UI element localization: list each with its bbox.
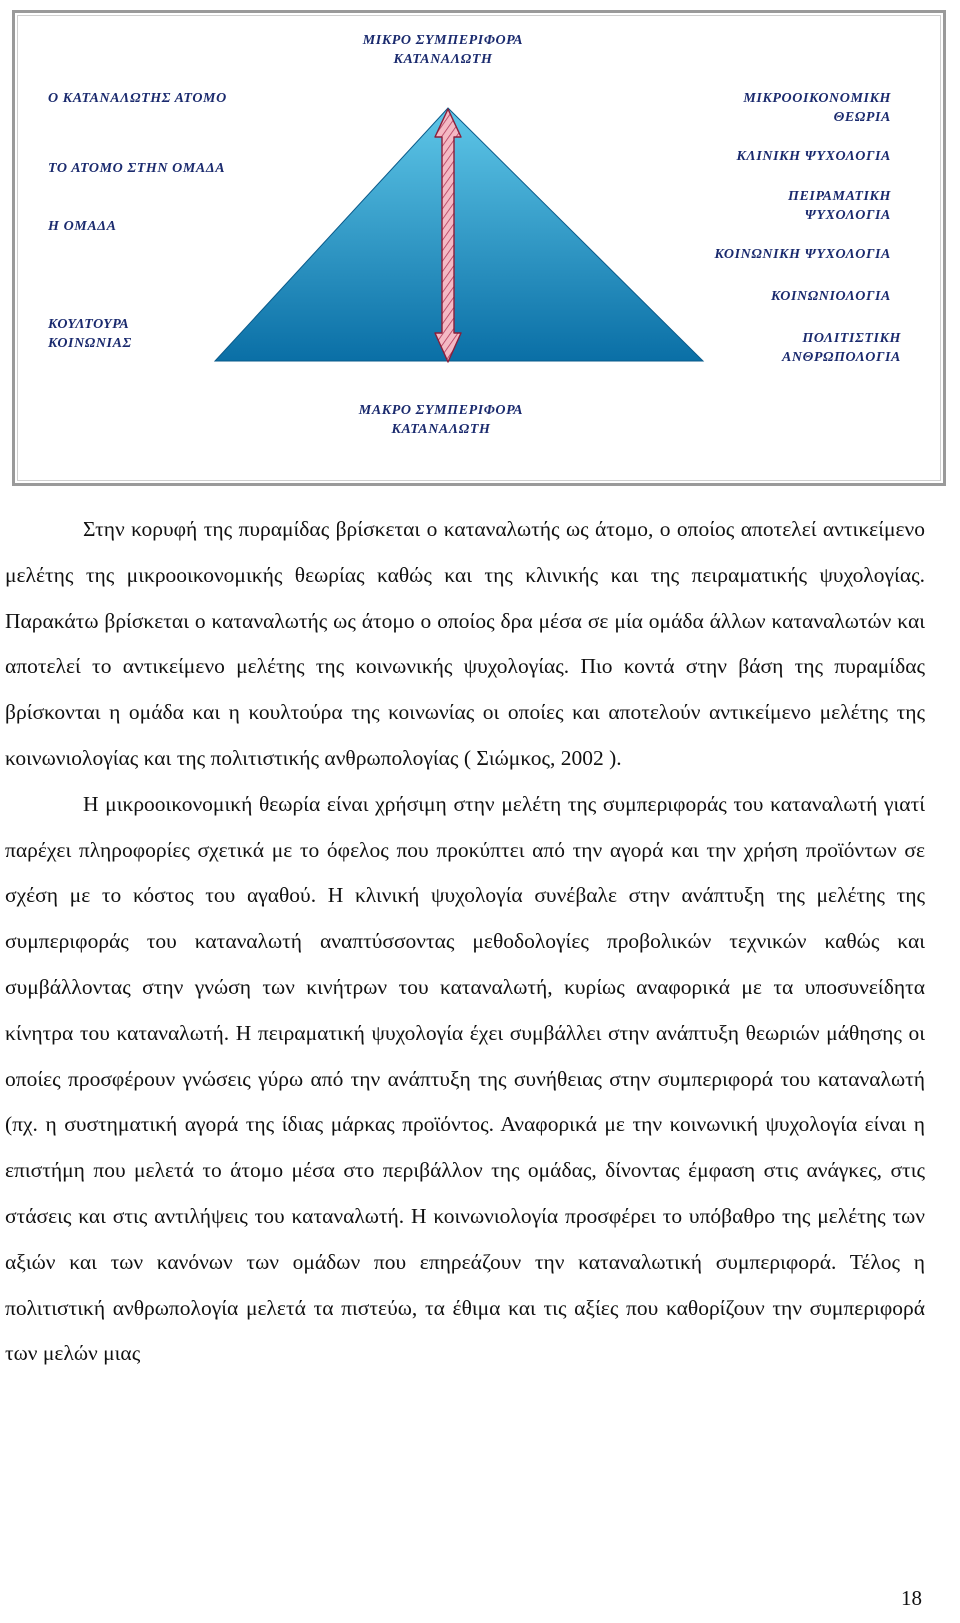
document-body bbox=[5, 507, 925, 1377]
label-micro-behavior bbox=[333, 31, 553, 69]
label-left-culture-society bbox=[48, 315, 132, 353]
pyramid-figure bbox=[12, 10, 946, 486]
label-left-consumer-individual bbox=[48, 89, 227, 108]
label-right-microeconomics bbox=[743, 89, 891, 127]
label-left-culture-society-text: ΚΟΥΛΤΟΥΡΑ ΚΟΙΝΩΝΙΑΣ bbox=[48, 317, 132, 351]
label-macro-behavior-text: ΜΑΚΡΟ ΣΥΜΠΕΡΙΦΟΡΑ ΚΑΤΑΝΑΛΩΤΗ bbox=[358, 403, 524, 437]
label-right-cultural-anthropology-text: ΠΟΛΙΤΙΣΤΙΚΗ ΑΝΘΡΩΠΟΛΟΓΙΑ bbox=[781, 331, 901, 365]
label-right-microeconomics-text: ΜΙΚΡΟΟΙΚΟΝΟΜΙΚΗ ΘΕΩΡΙΑ bbox=[743, 91, 891, 125]
pyramid-shape bbox=[215, 108, 703, 361]
label-left-group-text: Η ΟΜΑΔΑ bbox=[48, 219, 117, 234]
label-right-clinical-psychology-text: ΚΛΙΝΙΚΗ ΨΥΧΟΛΟΓΙΑ bbox=[736, 149, 891, 164]
page-number: 18 bbox=[901, 1586, 922, 1610]
label-right-sociology-text: ΚΟΙΝΩΝΙΟΛΟΓΙΑ bbox=[770, 289, 891, 304]
label-left-individual-in-group-text: ΤΟ ΑΤΟΜΟ ΣΤΗΝ ΟΜΑΔΑ bbox=[48, 161, 226, 176]
label-left-consumer-individual-text: Ο ΚΑΤΑΝΑΛΩΤΗΣ ΑΤΟΜΟ bbox=[48, 91, 227, 106]
label-right-cultural-anthropology bbox=[782, 329, 901, 367]
label-macro-behavior bbox=[331, 401, 551, 439]
label-left-individual-in-group bbox=[48, 159, 225, 178]
label-micro-behavior-text: ΜΙΚΡΟ ΣΥΜΠΕΡΙΦΟΡΑ ΚΑΤΑΝΑΛΩΤΗ bbox=[362, 33, 524, 67]
label-right-sociology bbox=[771, 287, 891, 306]
paragraph-2: Η μικροοικονομική θεωρία είναι χρήσιμη στην μελέτη της συμπεριφοράς του καταναλωτή γιατί παρέχει πληροφορίες σχετικά με το όφελος που προκύπτει από την αγορά και την χρήση προϊόντων σε σχέση με το κόστος του αγαθού. Η κλινική ψυχολογία συνέβαλε στην ανάπτυξη της μελέτης της συμπεριφοράς του καταναλωτή αναπτύσσοντας μεθοδολογίες προβολικών τεχνικών καθώς και συμβάλλοντας στην γνώση των κινήτρων του καταναλωτή, κυρίως αναφορικά με τα υποσυνείδητα κίνητρα του καταναλωτή. Η πειραματική ψυχολογία έχει συμβάλλει στην ανάπτυξη θεωριών μάθησης οι οποίες προσφέρουν γνώσεις γύρω από την ανάπτυξη της συνήθειας στην συμπεριφορά του καταναλωτή (πχ. η συστηματική αγορά της ίδιας μάρκας προϊόντος. Αναφορικά με την κοινωνική ψυχολογία είναι η επιστήμη που μελετά το άτομο μέσα στο περιβάλλον της ομάδας, δίνοντας έμφαση στις ανάγκες, στις στάσεις και στις αντιλήψεις του καταναλωτή. Η κοινωνιολογία προσφέρει το υπόβαθρο της μελέτης των αξιών και των κανόνων των ομάδων που επηρεάζουν την καταναλωτική συμπεριφορά. Τέλος η πολιτιστική ανθρωπολογία μελετά τα πιστεύω, τα έθιμα και τις αξίες που καθορίζουν την συμπεριφορά των μελών μιας bbox=[5, 791, 925, 1366]
paragraph-1: Στην κορυφή της πυραμίδας βρίσκεται ο καταναλωτής ως άτομο, ο οποίος αποτελεί αντικείμενο μελέτης της μικροοικονομικής θεωρίας καθώς και της κλινικής και της πειραματικής ψυχολογίας. Παρακάτω βρίσκεται ο καταναλωτής ως άτομο ο οποίος δρα μέσα σε μία ομάδα άλλων καταναλωτών και αποτελεί το αντικείμενο μελέτης της κοινωνικής ψυχολογίας. Πιο κοντά στην βάση της πυραμίδας βρίσκονται η ομάδα και η κουλτούρα της κοινωνίας οι οποίες και αποτελούν αντικείμενο μελέτης της κοινωνιολογίας και της πολιτιστικής ανθρωπολογίας ( Σιώμκος, 2002 ). bbox=[5, 517, 925, 770]
label-right-experimental-psychology-text: ΠΕΙΡΑΜΑΤΙΚΗ ΨΥΧΟΛΟΓΙΑ bbox=[787, 189, 891, 223]
label-right-social-psychology bbox=[715, 245, 891, 264]
label-right-clinical-psychology bbox=[736, 147, 891, 166]
label-right-experimental-psychology bbox=[788, 187, 891, 225]
label-right-social-psychology-text: ΚΟΙΝΩΝΙΚΗ ΨΥΧΟΛΟΓΙΑ bbox=[714, 247, 891, 262]
label-left-group bbox=[48, 217, 117, 236]
